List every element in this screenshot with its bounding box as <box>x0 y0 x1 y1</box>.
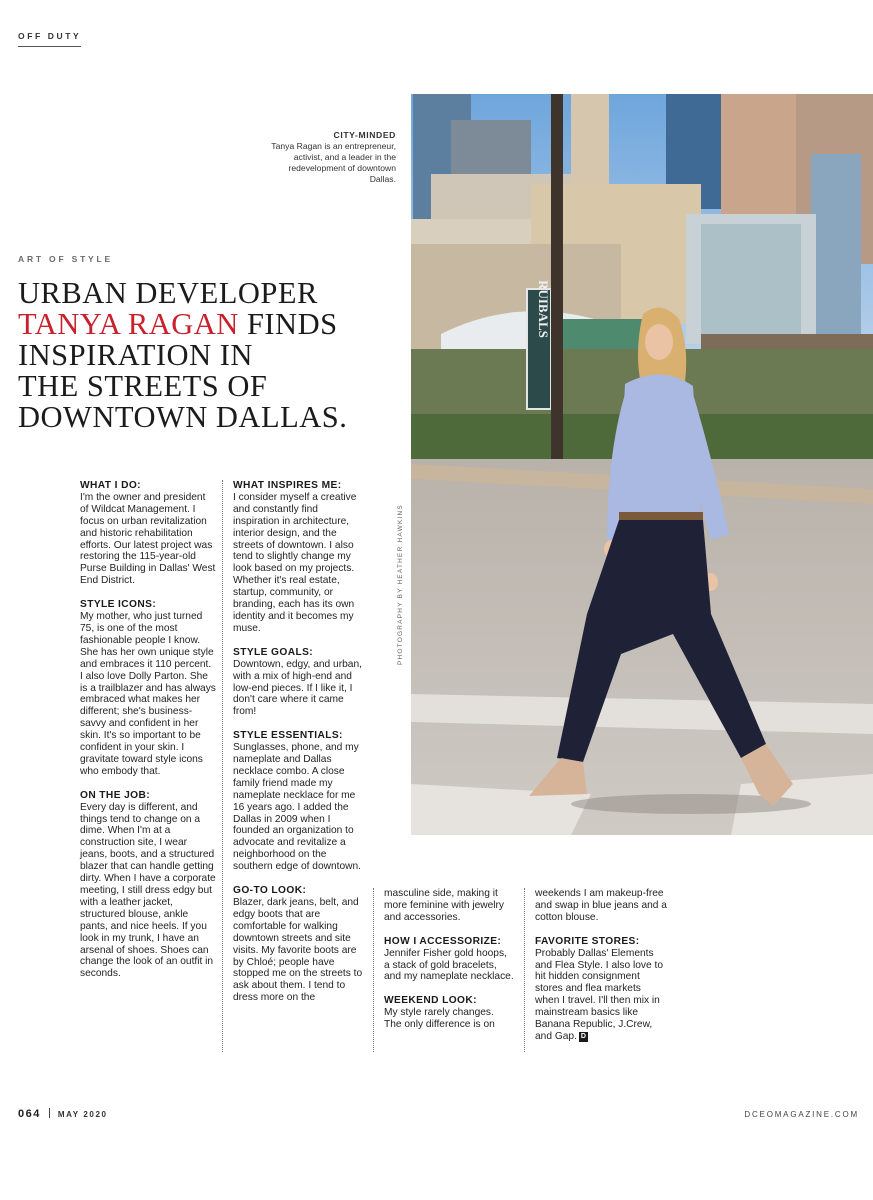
article-headline <box>18 278 398 433</box>
section-heading: STYLE ICONS: <box>80 599 157 611</box>
caption-text: Tanya Ragan is an entrepreneur, activist, and a leader in the redevelopment of downtown Dallas. <box>271 141 396 184</box>
headline-line-2: FINDS <box>238 307 338 341</box>
article-kicker: ART OF STYLE <box>18 254 113 264</box>
section-text: Sunglasses, phone, and my nameplate and Dallas necklace combo. A close family friend made my nameplate necklace for me 16 years ago. I added the Dallas in 2009 when I founded an organization to advocate and revitalize a neighborhood on the southern edge of downtown. <box>233 742 362 873</box>
section-heading: WEEKEND LOOK: <box>384 995 477 1007</box>
section-text: Every day is different, and things tend to change on a dime. When I'm at a construction site, I wear jeans, boots, and a structured blazer that can handle getting dirty. When I have a corporate meeting, I still dress edgy but with a leather jacket, structured blouse, ankle pants, and nice heels. If you look in my trunk, I have an arsenal of shoes. Shoes can change the look of an outfit in seconds. <box>80 801 216 980</box>
end-mark-icon: D <box>580 1032 586 1040</box>
photo-caption <box>266 130 396 185</box>
street-scene-illustration <box>411 94 873 835</box>
sign-text: RUIBALS <box>536 280 551 338</box>
caption-title: CITY-MINDED <box>333 130 396 140</box>
footer-folio <box>18 1108 108 1120</box>
body-column-2 <box>233 480 365 1016</box>
section-heading: WHAT INSPIRES ME: <box>233 480 342 491</box>
column-divider <box>524 888 525 1052</box>
section-text: My mother, who just turned 75, is one of the most fashionable people I know. She has her own unique style and embraces it 110 percent. I also love Dolly Parton. She is a trailblazer and has always embraced what makes her different; she's business-savvy and confident in her skin. It's so important to be confident in your skin. I gravitate toward style icons who embody that. <box>80 611 216 777</box>
column-divider <box>373 888 374 1052</box>
section-weekend-look-continued <box>535 888 667 924</box>
section-text: Blazer, dark jeans, belt, and edgy boots that are comfortable for walking downtown streets and site visits. My favorite boots are by Chloé; people have stopped me on the streets to ask about them. I tend to dress more on the <box>233 897 363 1004</box>
section-text: Jennifer Fisher gold hoops, a stack of gold bracelets, and my nameplate necklace. <box>384 947 514 983</box>
section-how-i-accessorize <box>384 936 514 984</box>
section-text: I consider myself a creative and constantly find inspiration in architecture, interior design, and the streets of downtown. I also tend to slightly change my look based on my projects. Whether it's real estate, startup, community, or branding, each has its own identity and it becomes my muse. <box>233 491 357 634</box>
footer-separator <box>49 1108 50 1118</box>
headline-name: TANYA RAGAN <box>18 307 239 341</box>
feature-photo <box>411 94 873 835</box>
section-go-to-look-continued <box>384 888 514 924</box>
section-style-goals <box>233 647 365 718</box>
section-heading: FAVORITE STORES: <box>535 935 640 947</box>
section-text: My style rarely changes. The only difference is on <box>384 1007 495 1031</box>
headline-line-3: INSPIRATION IN <box>18 338 253 372</box>
section-text: Downtown, edgy, and urban, with a mix of high-end and low-end pieces. If I like it, I don't care where it came from! <box>233 658 362 718</box>
body-column-3 <box>384 888 514 1043</box>
section-favorite-stores <box>535 936 667 1043</box>
page-number: 064 <box>18 1108 41 1120</box>
magazine-website: DCEOMAGAZINE.COM <box>744 1110 859 1119</box>
section-tag: OFF DUTY <box>18 31 81 47</box>
body-column-1 <box>80 480 216 992</box>
section-text: masculine side, making it more feminine with jewelry and accessories. <box>384 888 505 923</box>
section-what-i-do <box>80 480 216 587</box>
section-heading: GO-TO LOOK: <box>233 885 307 897</box>
section-text: Probably Dallas' Elements and Flea Style. I also love to hit hidden consignment stores and flea markets when I travel. I'll then mix in mainstream basics like Banana Republic, J.Crew, and Gap. <box>535 947 663 1042</box>
section-go-to-look <box>233 885 365 1004</box>
section-heading: HOW I ACCESSORIZE: <box>384 935 502 947</box>
section-weekend-look <box>384 995 514 1031</box>
section-heading: WHAT I DO: <box>80 480 141 491</box>
body-column-4 <box>535 888 667 1055</box>
headline-line-4: THE STREETS OF <box>18 369 268 403</box>
section-on-the-job <box>80 790 216 981</box>
section-what-inspires-me <box>233 480 365 635</box>
section-style-icons <box>80 599 216 778</box>
section-heading: ON THE JOB: <box>80 789 151 801</box>
section-heading: STYLE GOALS: <box>233 646 314 658</box>
issue-date: MAY 2020 <box>57 1110 108 1119</box>
section-text: I'm the owner and president of Wildcat Management. I focus on urban revitalization and historic rehabilitation efforts. Our latest project was restoring the 115-year-old Purse Building in Dallas' West End District. <box>80 491 216 587</box>
section-heading: STYLE ESSENTIALS: <box>233 730 343 742</box>
photo-credit: PHOTOGRAPHY BY HEATHER HAWKINS <box>397 504 404 665</box>
column-divider <box>222 480 223 1052</box>
headline-line-5: DOWNTOWN DALLAS. <box>18 400 348 434</box>
headline-line-1: URBAN DEVELOPER <box>18 276 318 310</box>
section-style-essentials <box>233 730 365 873</box>
section-text: weekends I am makeup-free and swap in blue jeans and a cotton blouse. <box>535 888 667 923</box>
